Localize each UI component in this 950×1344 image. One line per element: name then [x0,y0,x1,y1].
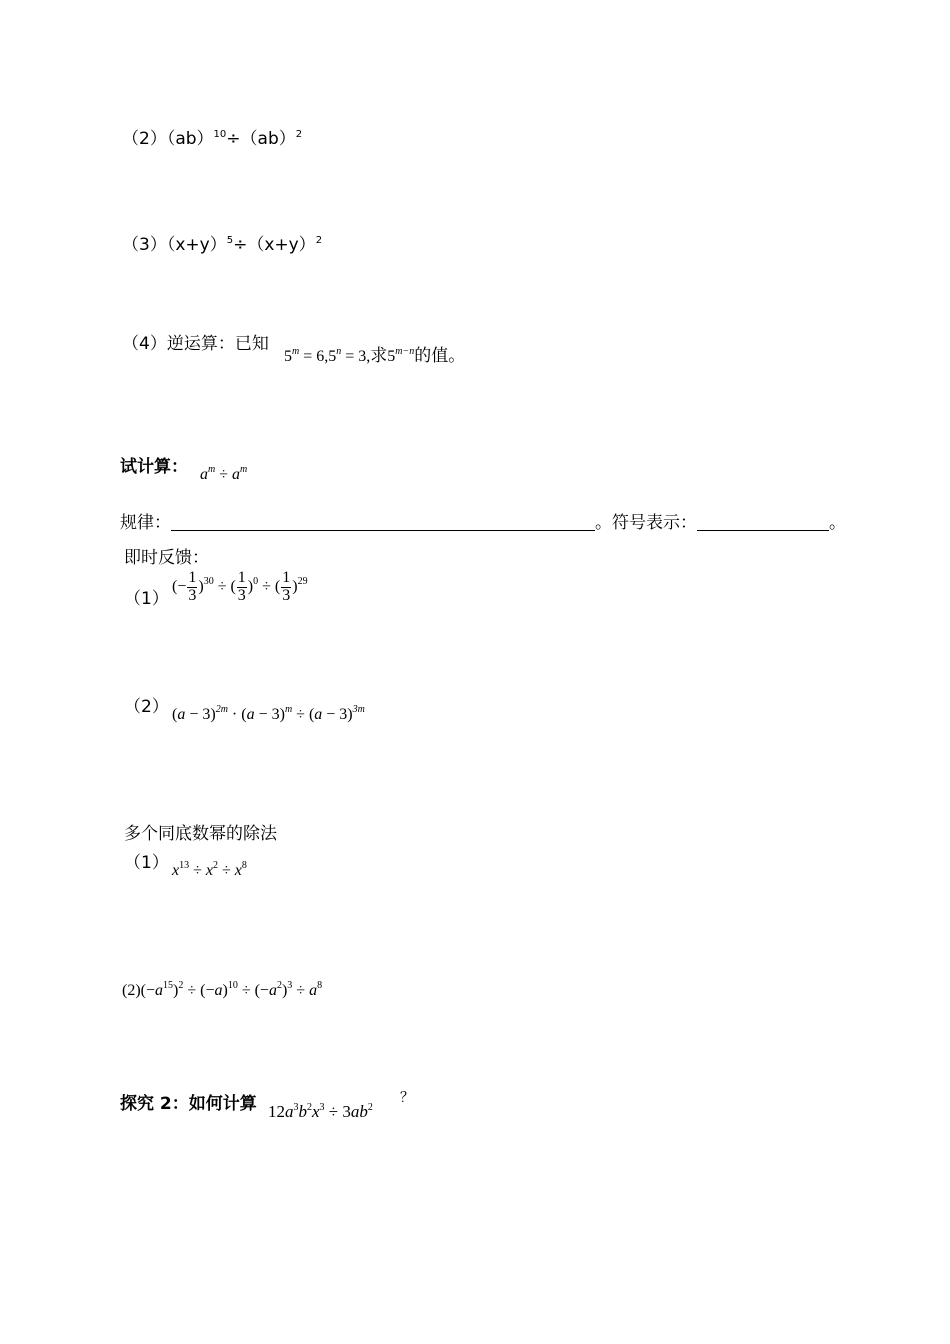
exponent: m [208,464,216,475]
exponent: 15 [163,980,174,991]
problem-4-formula: $5^m = 6,5^n = 3$,求$5^{m-n}$的值。 [284,346,466,366]
exponent: 13 [179,860,190,871]
try-calc-title: 试计算： [120,457,188,477]
exponent: 2 [315,235,323,246]
multi-p2-label: (2) [122,982,141,999]
problem-label: （3） [122,235,167,255]
exponent: 30 [203,575,214,587]
exponent: 3 [287,980,293,991]
exponent: 2 [178,980,184,991]
exponent: 3m [352,704,365,715]
symbol-answer-blank[interactable] [697,514,829,531]
exponent: 2 [295,129,303,140]
problem-base: （x+y） [166,235,227,255]
explore-formula: $12a^3b^2x^3 \div 3ab^2$ [268,1102,373,1121]
rule-answer-blank[interactable] [171,514,595,531]
exponent: 10 [213,129,227,140]
exponent: m [240,464,248,475]
problem-label: （2） [122,129,167,149]
rule-line [120,508,846,533]
exponent: m [284,704,293,715]
try-calc-formula: $a^m \div a^m$ [200,464,248,483]
fraction: $\frac{1}{3}$ [188,569,197,604]
feedback-p1-formula: (− $\frac{1}{3}$ )$^{30}$ ÷ ( $\frac{1}{3}$ )$^0$ ÷ ( $\frac{1}{3}$ )$^{29}$ [172,569,308,604]
feedback-p2-label: （2） [124,697,169,717]
exponent: 5 [226,235,234,246]
problem-op: ÷（ab） [226,129,296,149]
rule-separator: 。符号表示： [595,513,697,533]
multi-title: 多个同底数幂的除法 [124,824,277,844]
exponent: m−n [395,346,415,357]
multi-p1-formula: $x^{13} \div x^2 \div x^8$ [172,860,247,879]
exponent: 0 [253,575,259,587]
exponent: 10 [227,980,238,991]
base: a [200,466,208,483]
base: a [232,466,241,483]
multi-p2-formula: $(2)(-a^{15})^2 \div (-a)^{10} \div (-a^2)^3 \div a^8$ [122,980,323,999]
explore-question-mark: ？ [400,1090,414,1106]
feedback-p1-label: （1） [124,589,169,609]
exponent: 2m [215,704,228,715]
exponent: m [292,346,300,357]
problem-base: （ab） [166,129,214,149]
rule-label: 规律： [120,513,171,533]
multi-p1-label: （1） [124,853,169,873]
solve-for: 求 [370,346,388,366]
problem-4-suffix: 的值。 [414,346,466,366]
feedback-title: 即时反馈： [124,548,209,568]
problem-2 [122,124,302,149]
exponent: 2 [213,860,218,871]
exponent: 8 [317,980,323,991]
problem-3 [122,230,322,255]
problem-4-label: （4）逆运算：已知 [122,334,269,354]
problem-op: ÷（x+y） [233,235,316,255]
fraction: $\frac{1}{3}$ [282,569,291,604]
exponent: n [336,346,342,357]
exponent: 2 [276,980,282,991]
explore-title: 探究 2：如何计算 [120,1094,257,1114]
feedback-p2-formula: $(a - 3)^{2m} \cdot (a - 3)^m \div (a - 3)^{3m}$ [172,704,365,723]
exponent: 29 [297,575,308,587]
rule-end: 。 [829,513,846,533]
fraction: $\frac{1}{3}$ [237,569,246,604]
exponent: 8 [241,860,247,871]
